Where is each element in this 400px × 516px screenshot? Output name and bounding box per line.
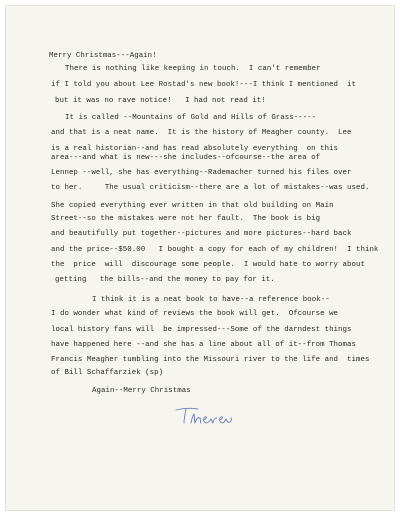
letter-line: and beautifully put together--pictures and more pictures--hard back [51,230,352,238]
letter-line: She copied everything ever written in that old building on Main [51,202,334,210]
letter-line: There is nothing like keeping in touch. I can't remember [65,65,321,73]
letter-line: if I told you about Lee Rostad's new book!---I think I mentioned it [51,81,356,89]
letter-line: of Bill Schaffarziek (sp) [51,369,164,377]
letter-line: but it was no rave notice! I had not read it! [55,97,266,105]
letter-line: area---and what is new---she includes--ofcourse--the area of [51,154,321,162]
letter-line: I do wonder what kind of reviews the book will get. Ofcourse we [51,310,339,318]
letter-line: Again--Merry Christmas [92,387,191,395]
letter-line: is a real historian--and has read absolutely everything on this [51,145,339,153]
letter-line: Street--so the mistakes were not her fault. The book is big [51,215,321,223]
letter-line: the price will discourage some people. I would hate to worry about [51,261,365,269]
letter-line: It is called --Mountains of Gold and Hills of Grass----- [65,114,317,122]
letter-line: local history fans will be impressed---Some of the darndest things [51,326,352,334]
letter-line: Francis Meagher tumbling into the Missouri river to the life and times [51,356,370,364]
letter-line: Lennep --well, she has everything--Rademacher turned his files over [51,169,352,177]
letter-line: Merry Christmas---Again! [49,52,157,60]
letter-line: and the price--$50.00 I bought a copy for each of my children! I think [51,246,379,254]
handwritten-signature [174,404,234,426]
letter-page [5,5,395,511]
letter-line: have happened here --and she has a line about all of it--from Thomas [51,341,356,349]
letter-line: I think it is a neat book to have--a reference book-- [92,296,330,304]
letter-line: to her. The usual criticism--there are a lot of mistakes--was used. [51,184,370,192]
letter-line: and that is a neat name. It is the history of Meagher county. Lee [51,129,352,137]
letter-line: getting the bills--and the money to pay for it. [55,276,275,284]
